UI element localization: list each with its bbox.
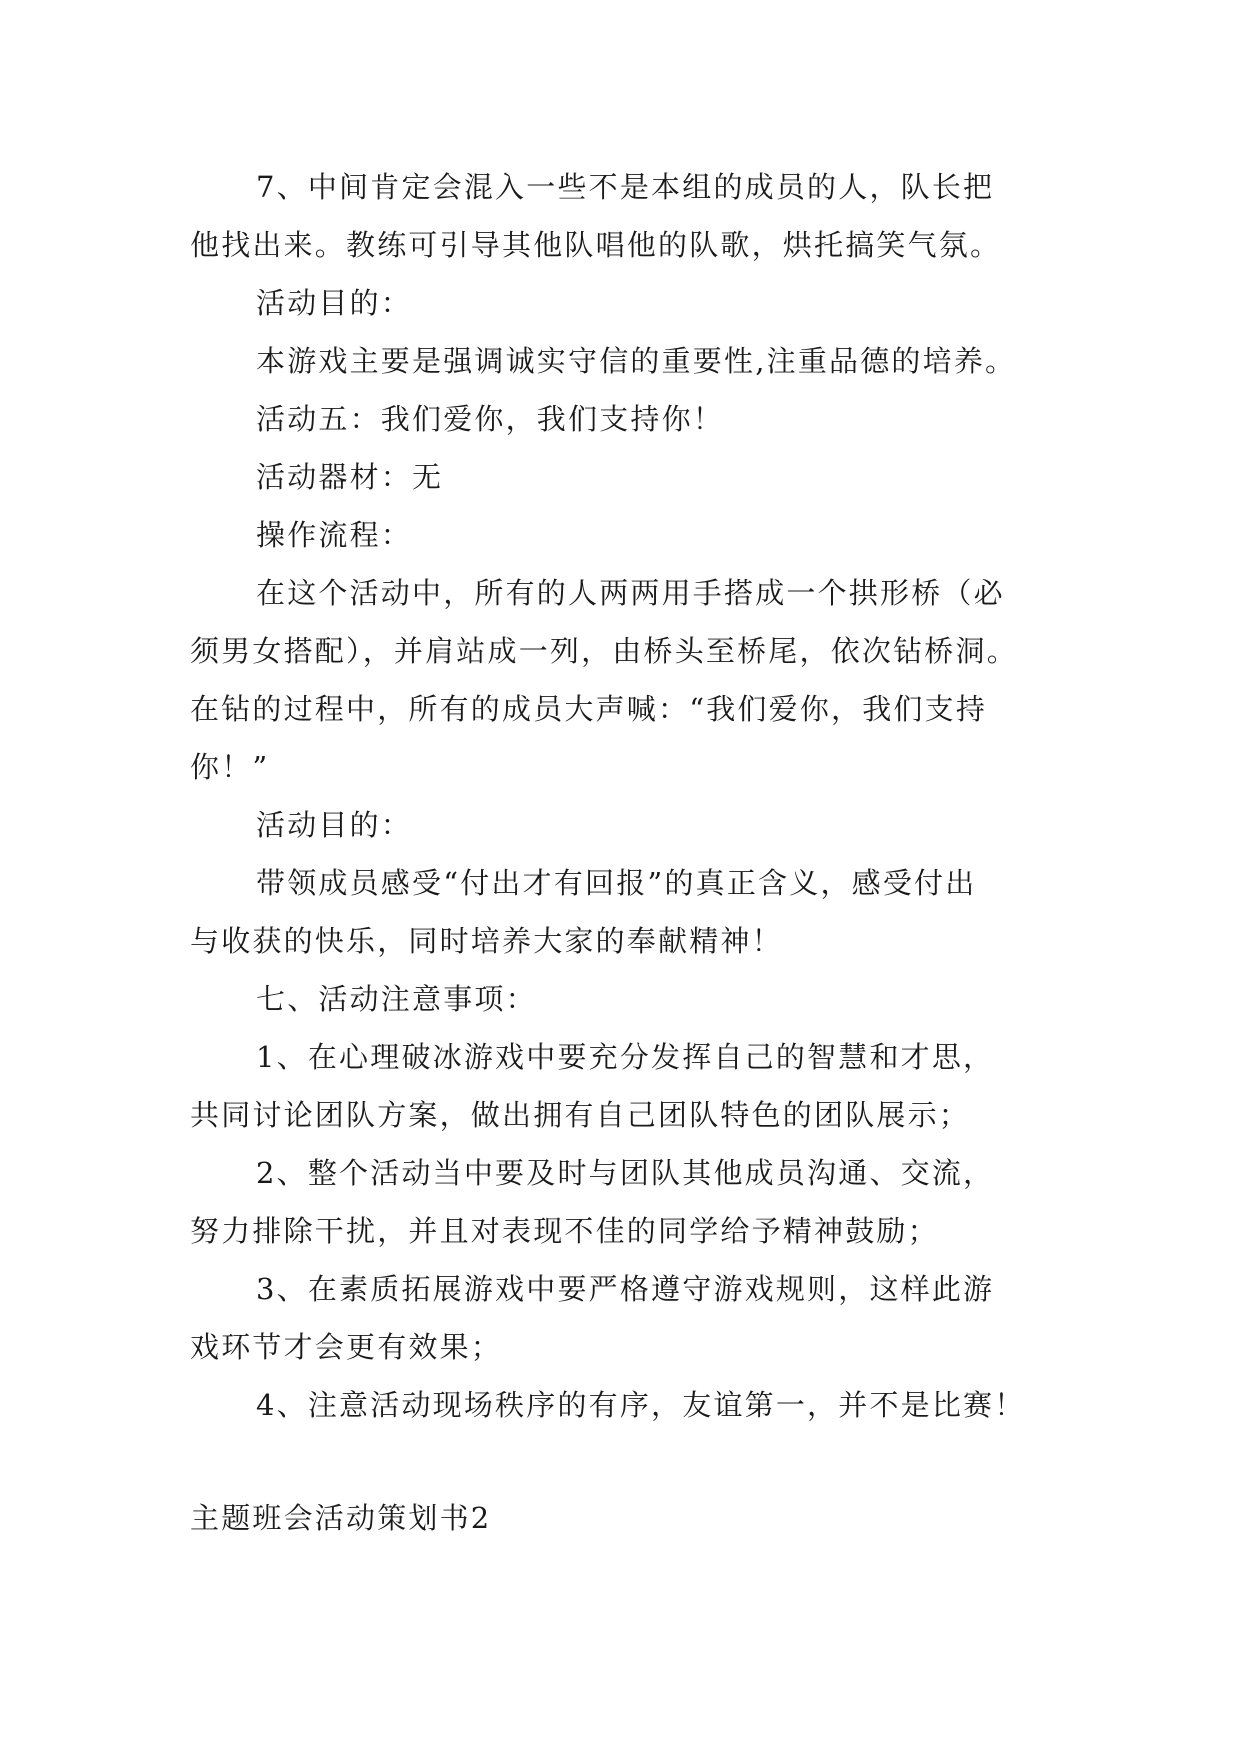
paragraph-line: 活动目的： [256,286,413,320]
paragraph-line: 活动目的： [256,808,413,842]
paragraph-line: 须男女搭配），并肩站成一列，由桥头至桥尾，依次钻桥洞。 [190,634,1018,668]
paragraph-line: 7、中间肯定会混入一些不是本组的成员的人，队长把 [256,170,995,204]
paragraph-line: 在这个活动中，所有的人两两用手搭成一个拱形桥（必 [256,576,1005,610]
paragraph-line: 活动器材：无 [256,460,444,494]
paragraph-line: 3、在素质拓展游戏中要严格遵守游戏规则，这样此游 [256,1272,995,1306]
paragraph-line: 戏环节才会更有效果； [190,1330,503,1364]
paragraph-line: 共同讨论团队方案，做出拥有自己团队特色的团队展示； [190,1098,971,1132]
paragraph-line: 4、注意活动现场秩序的有序，友谊第一，并不是比赛！ [256,1388,1026,1422]
section-title: 主题班会活动策划书2 [190,1501,492,1535]
paragraph-line: 他找出来。教练可引导其他队唱他的队歌，烘托搞笑气氛。 [190,228,1002,262]
paragraph-line: 活动五：我们爱你，我们支持你！ [256,402,725,436]
paragraph-line: 七、活动注意事项： [256,982,537,1016]
paragraph-line: 与收获的快乐，同时培养大家的奉献精神！ [190,924,783,958]
paragraph-line: 本游戏主要是强调诚实守信的重要性,注重品德的培养。 [256,344,1017,378]
paragraph-line: 1、在心理破冰游戏中要充分发挥自己的智慧和才思， [256,1040,995,1074]
paragraph-line: 2、整个活动当中要及时与团队其他成员沟通、交流， [256,1156,995,1190]
paragraph-line: 带领成员感受“付出才有回报”的真正含义，感受付出 [256,866,977,900]
paragraph-line: 在钻的过程中，所有的成员大声喊：“我们爱你，我们支持 [190,692,988,726]
paragraph-line: 你！” [190,750,270,784]
paragraph-line: 努力排除干扰，并且对表现不佳的同学给予精神鼓励； [190,1214,939,1248]
paragraph-line: 操作流程： [256,518,413,552]
